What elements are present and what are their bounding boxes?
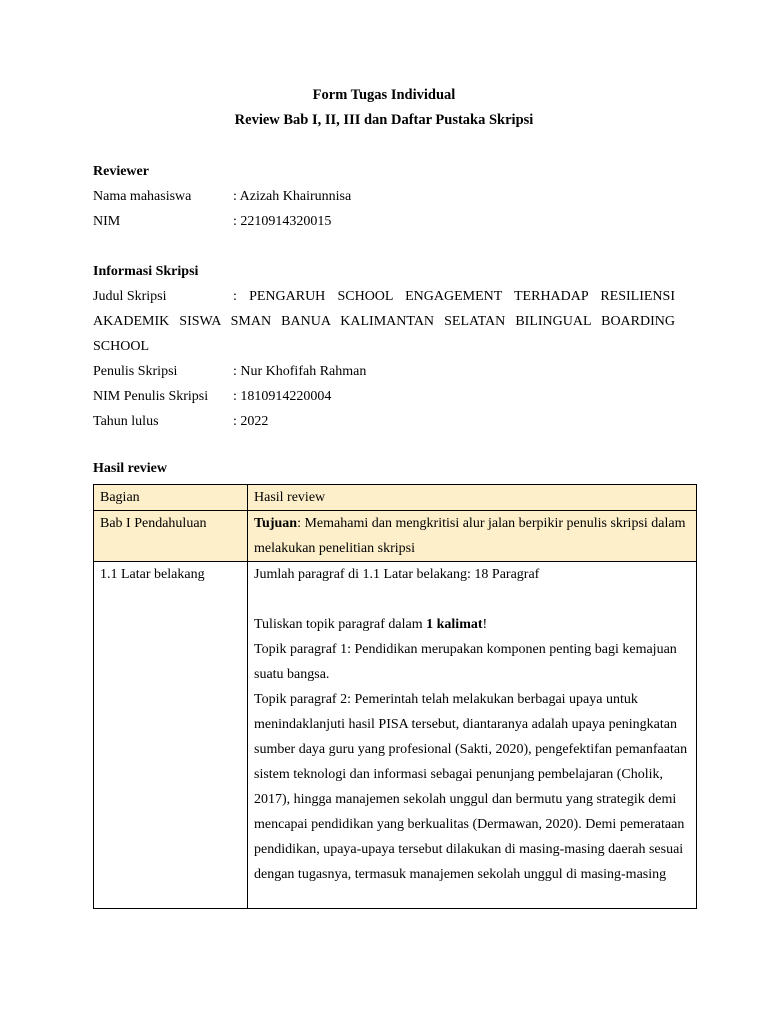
review-table [93, 484, 697, 909]
field-label: Nama mahasiswa [93, 189, 192, 204]
form-subtitle: Review Bab I, II, III dan Daftar Pustaka Skripsi [234, 112, 534, 128]
field-label: NIM [93, 214, 121, 229]
instruksi-bold: 1 kalimat [426, 617, 483, 632]
field-label: Judul Skripsi [93, 289, 167, 304]
tahun-lulus-row [93, 409, 675, 434]
jumlah-paragraf-text: Jumlah paragraf di 1.1 Latar belakang: 18 Paragraf [254, 567, 540, 582]
table-row-latar-belakang [94, 562, 697, 909]
field-value: : 2022 [233, 414, 269, 429]
field-value: : 2210914320015 [233, 214, 332, 229]
column-header-bagian: Bagian [94, 485, 248, 511]
reviewer-heading: Reviewer [93, 164, 149, 179]
skripsi-section [93, 259, 675, 434]
table-row-bab1 [94, 511, 697, 562]
field-label: NIM Penulis Skripsi [93, 389, 209, 404]
judul-row [93, 284, 675, 359]
instruksi-suffix: ! [482, 617, 488, 632]
topik-paragraf-2: Topik paragraf 2: Pemerintah telah melakukan berbagai upaya untuk menindaklanjuti hasil PISA tersebut, diantaranya adalah upaya peningkatan sumber daya guru yang profesional (Sakti, 2020), pengefektifan pemanfaatan sistem teknologi dan informasi sebagai penunjang pembelajaran (Cholik, 2017), hingga manajemen sekolah unggul dan bermutu yang strategik demi mencapai pendidikan yang berkualitas (Dermawan, 2020). Demi pemerataan pendidikan, upaya-upaya tersebut dilakukan di masing-masing daerah sesuai dengan tugasnya, termasuk manajemen sekolah unggul di masing-masing [254, 692, 688, 882]
topik-paragraf-1: Topik paragraf 1: Pendidikan merupakan komponen penting bagi kemajuan suatu bangsa. [254, 642, 677, 682]
skripsi-heading: Informasi Skripsi [93, 264, 199, 279]
reviewer-section [93, 159, 675, 234]
nim-penulis-row [93, 384, 675, 409]
bab1-label: Bab I Pendahuluan [94, 511, 248, 562]
tujuan-text: : Memahami dan mengkritisi alur jalan berpikir penulis skripsi dalam melakukan penelitian skripsi [254, 516, 686, 556]
field-label: Tahun lulus [93, 414, 159, 429]
field-value: : Azizah Khairunnisa [233, 189, 352, 204]
hasil-heading: Hasil review [93, 461, 168, 476]
judul-value: : PENGARUH SCHOOL ENGAGEMENT TERHADAP RESILIENSI AKADEMIK SISWA SMAN BANUA KALIMANTAN SELATAN BILINGUAL BOARDING SCHOOL [93, 289, 675, 354]
field-label: Penulis Skripsi [93, 364, 178, 379]
reviewer-nim-row [93, 209, 675, 234]
instruksi-prefix: Tuliskan topik paragraf dalam [254, 617, 427, 632]
column-header-hasil: Hasil review [248, 485, 697, 511]
field-value: : 1810914220004 [233, 389, 332, 404]
latar-content-cell [248, 562, 697, 909]
form-title: Form Tugas Individual [312, 87, 456, 103]
instruksi-text [254, 612, 690, 637]
bab1-tujuan-cell [248, 511, 697, 562]
field-value: : Nur Khofifah Rahman [233, 364, 367, 379]
penulis-row [93, 359, 675, 384]
tujuan-label: Tujuan [254, 516, 298, 531]
latar-label: 1.1 Latar belakang [94, 562, 248, 909]
table-header-row [94, 485, 697, 511]
reviewer-name-row [93, 184, 675, 209]
